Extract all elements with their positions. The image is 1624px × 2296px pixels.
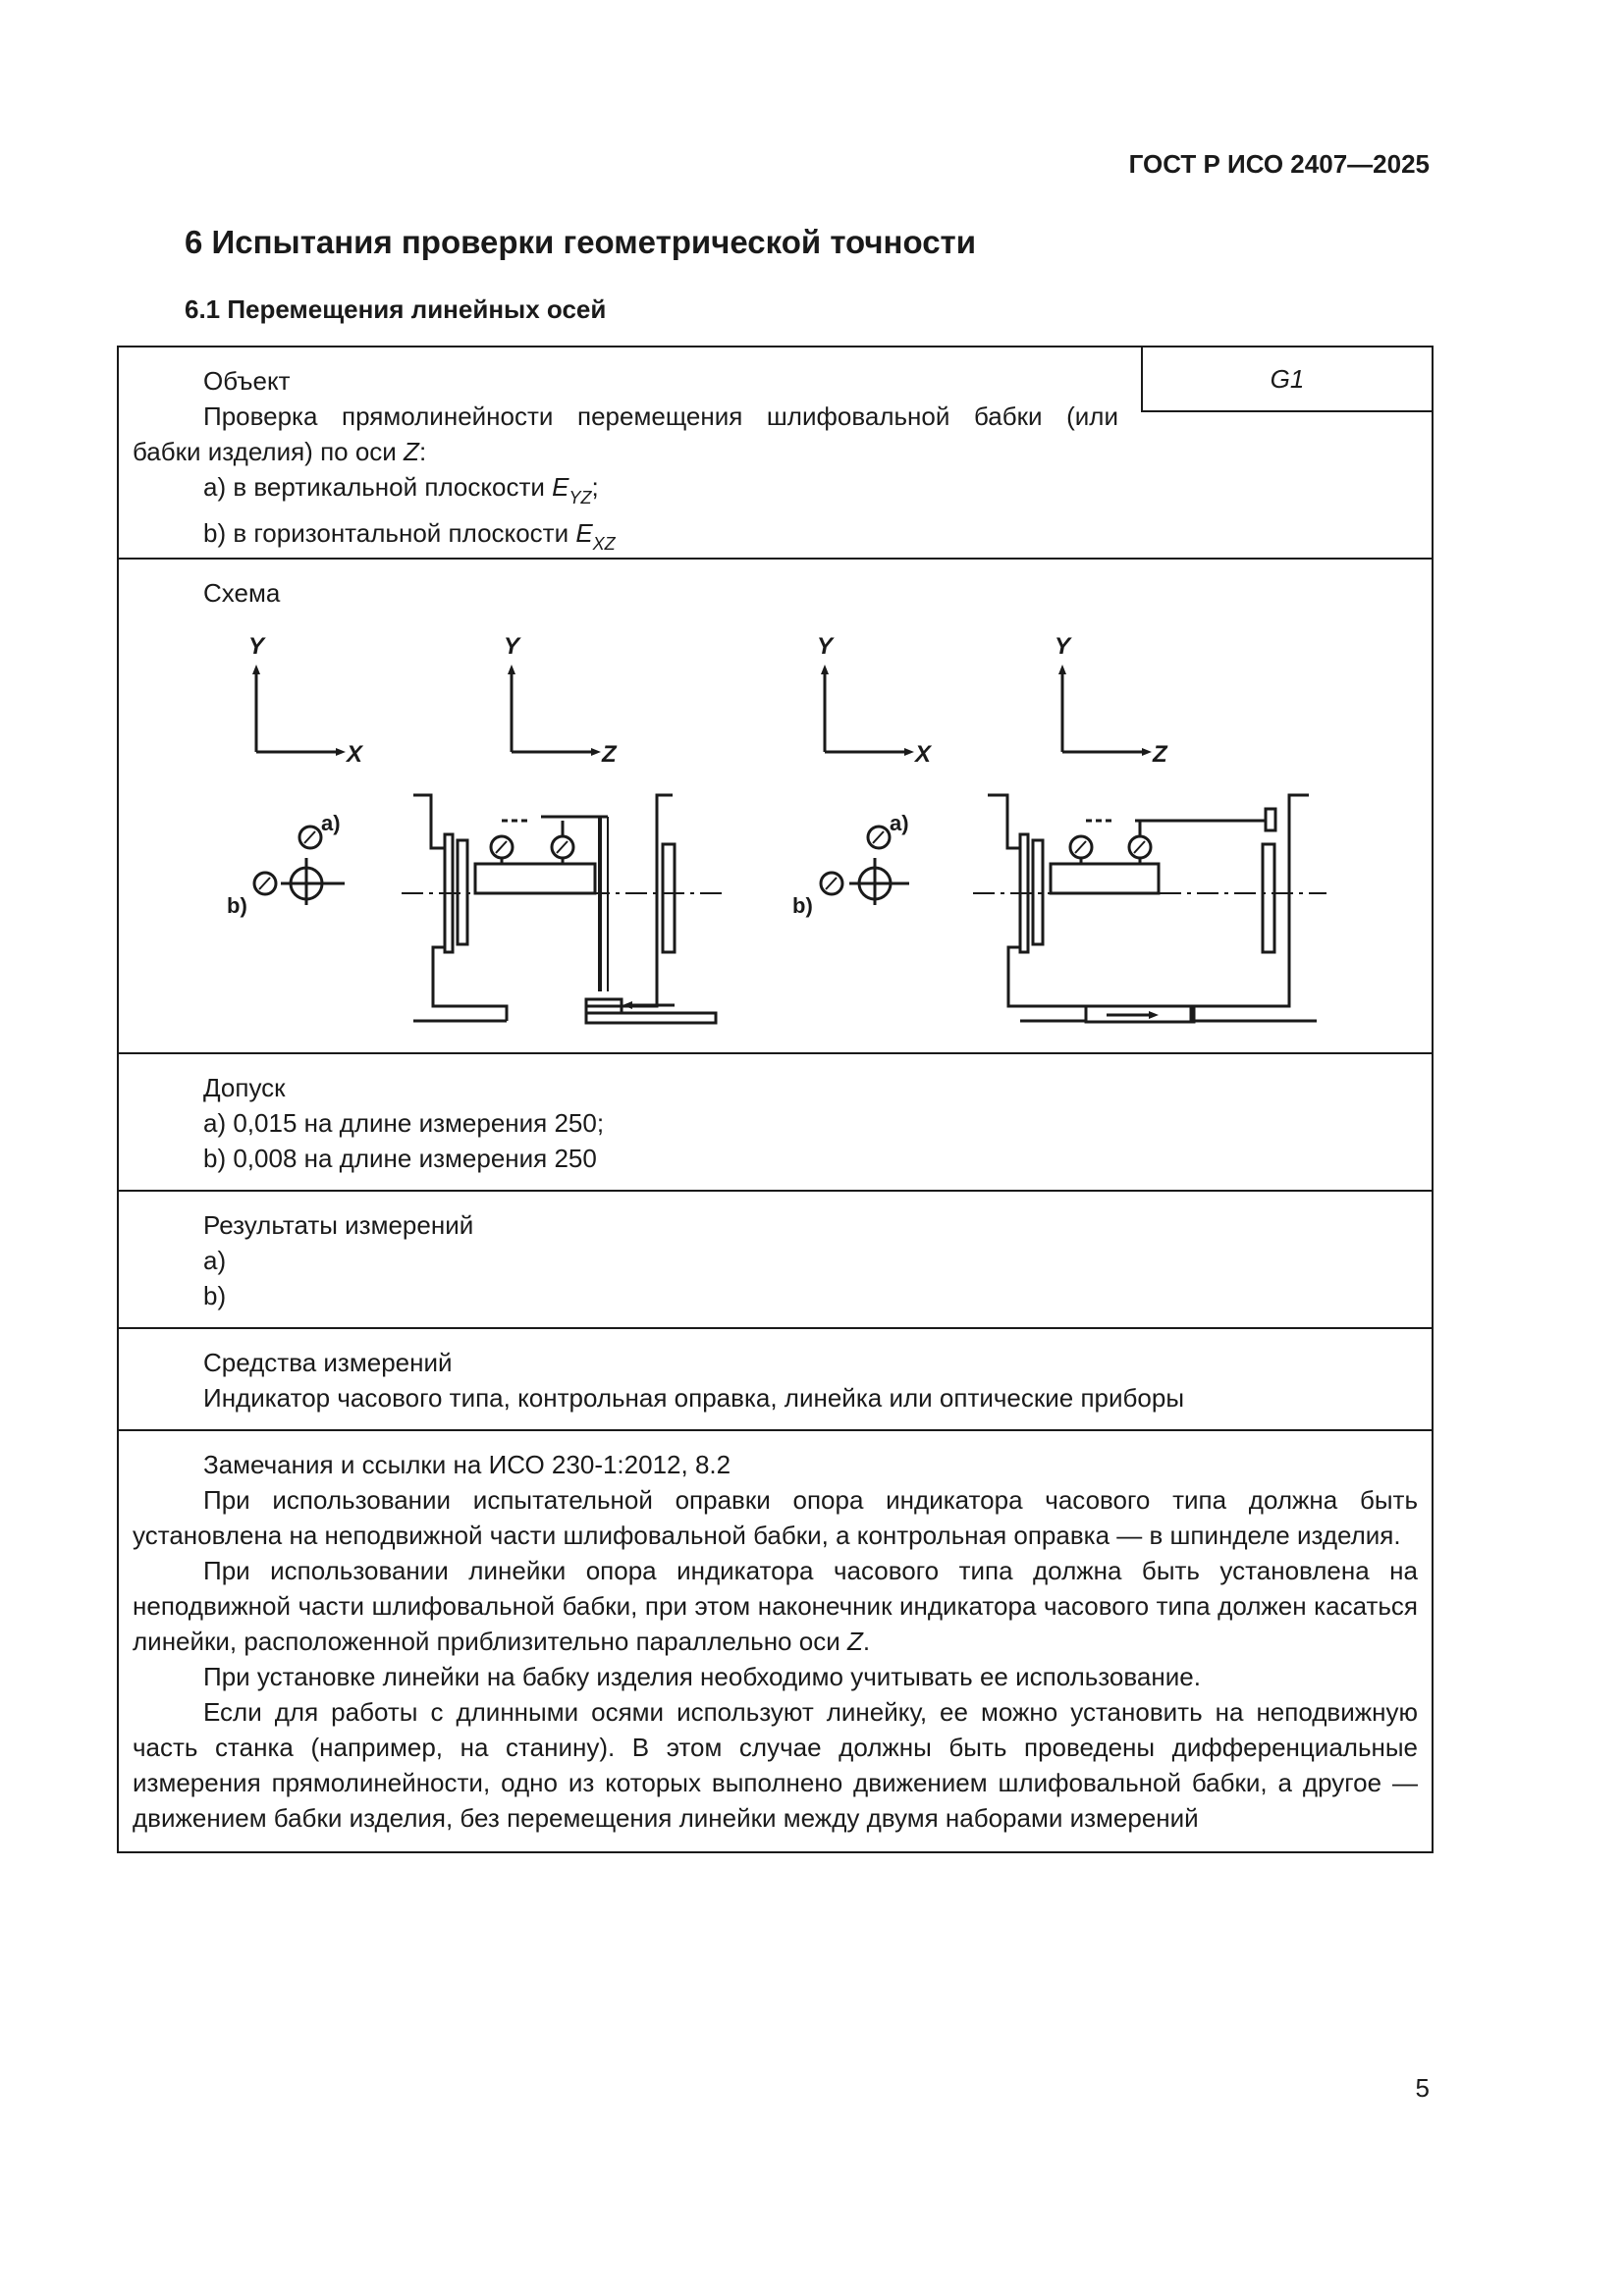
axes-left-yz: [512, 669, 596, 752]
results-heading: Результаты измерений: [203, 1210, 474, 1240]
tolerance-heading: Допуск: [203, 1073, 286, 1102]
object-heading: Объект: [203, 366, 291, 396]
check-table: [117, 346, 1434, 1853]
notes-row: [119, 1429, 1432, 1851]
instruments-row: [119, 1327, 1432, 1429]
axis-label-y: Y: [504, 633, 520, 660]
section-title: 6 Испытания проверки геометрической точности: [185, 224, 977, 260]
notes-paragraph: Если для работы с длинными осями используют линейку, ее можно установить на неподвижную часть станка (например, на станину). В этом случае должны быть проведены дифференциальные измерения прямолинейности, одно из которых выполнено движением шлифовальной бабки, а другое — движением бабки изделия, без перемещения линейки между двумя наборами измерений: [133, 1697, 1418, 1833]
page-number: 5: [1415, 2073, 1430, 2103]
results-item-b: b): [203, 1281, 227, 1310]
label-b: b): [792, 893, 813, 918]
test-id: G1: [1141, 347, 1432, 412]
side-view-right: [973, 795, 1326, 1022]
axes-right-yz: [1062, 669, 1147, 752]
standard-code: ГОСТ Р ИСО 2407—2025: [1128, 149, 1430, 179]
notes-paragraph: При установке линейки на бабку изделия необходимо учитывать ее использование.: [203, 1662, 1201, 1691]
label-a: a): [890, 811, 909, 835]
axes-right-xy: [825, 669, 909, 752]
results-item-a: a): [203, 1246, 227, 1275]
subsection-title: 6.1 Перемещения линейных осей: [185, 294, 607, 324]
axis-label-y: Y: [248, 633, 265, 660]
notes-heading: Замечания и ссылки на ИСО 230-1:2012, 8.2: [203, 1450, 731, 1479]
scheme-diagram: [119, 560, 1432, 1050]
tolerance-item-b: b) 0,008 на длине измерения 250: [203, 1144, 597, 1173]
end-view-left: [254, 827, 345, 905]
axis-label-z: Z: [1153, 741, 1167, 768]
side-view-left: [402, 795, 728, 1023]
axis-label-z: Z: [602, 741, 617, 768]
object-item-a: a) в вертикальной плоскости $E_{YZ}$;: [203, 472, 599, 507]
end-view-right: [821, 827, 909, 905]
axis-label-y: Y: [817, 633, 834, 660]
object-line-2: бабки изделия) по оси Z:: [133, 437, 427, 466]
axis-label-y: Y: [1055, 633, 1071, 660]
object-row: [119, 347, 1432, 558]
object-item-b: b) в горизонтальной плоскости $E_{XZ}$: [203, 518, 616, 554]
notes-paragraph: При использовании линейки опора индикатора часового типа должна быть установлена на неподвижной части шлифовальной бабки, при этом наконечник индикатора часового типа должен касаться линейки, расположенной приблизительно параллельно оси Z.: [133, 1556, 1418, 1656]
notes-paragraph: При использовании испытательной оправки опора индикатора часового типа должна быть установлена на неподвижной части шлифовальной бабки, а контрольная оправка — в шпинделе изделия.: [133, 1485, 1418, 1550]
axis-label-x: X: [915, 741, 932, 768]
tolerance-row: [119, 1052, 1432, 1190]
axis-label-x: X: [347, 741, 363, 768]
scheme-heading: Схема: [203, 578, 281, 608]
scheme-row: [119, 558, 1432, 1052]
instruments-heading: Средства измерений: [203, 1348, 453, 1377]
label-b: b): [227, 893, 247, 918]
results-row: [119, 1190, 1432, 1327]
axes-left-xy: [256, 669, 341, 752]
tolerance-item-a: a) 0,015 на длине измерения 250;: [203, 1108, 605, 1138]
instruments-text: Индикатор часового типа, контрольная оправка, линейка или оптические приборы: [203, 1383, 1185, 1413]
object-text: [133, 399, 1118, 469]
object-line-1: Проверка прямолинейности перемещения шлифовальной бабки (или: [203, 401, 1118, 431]
label-a: a): [321, 811, 341, 835]
